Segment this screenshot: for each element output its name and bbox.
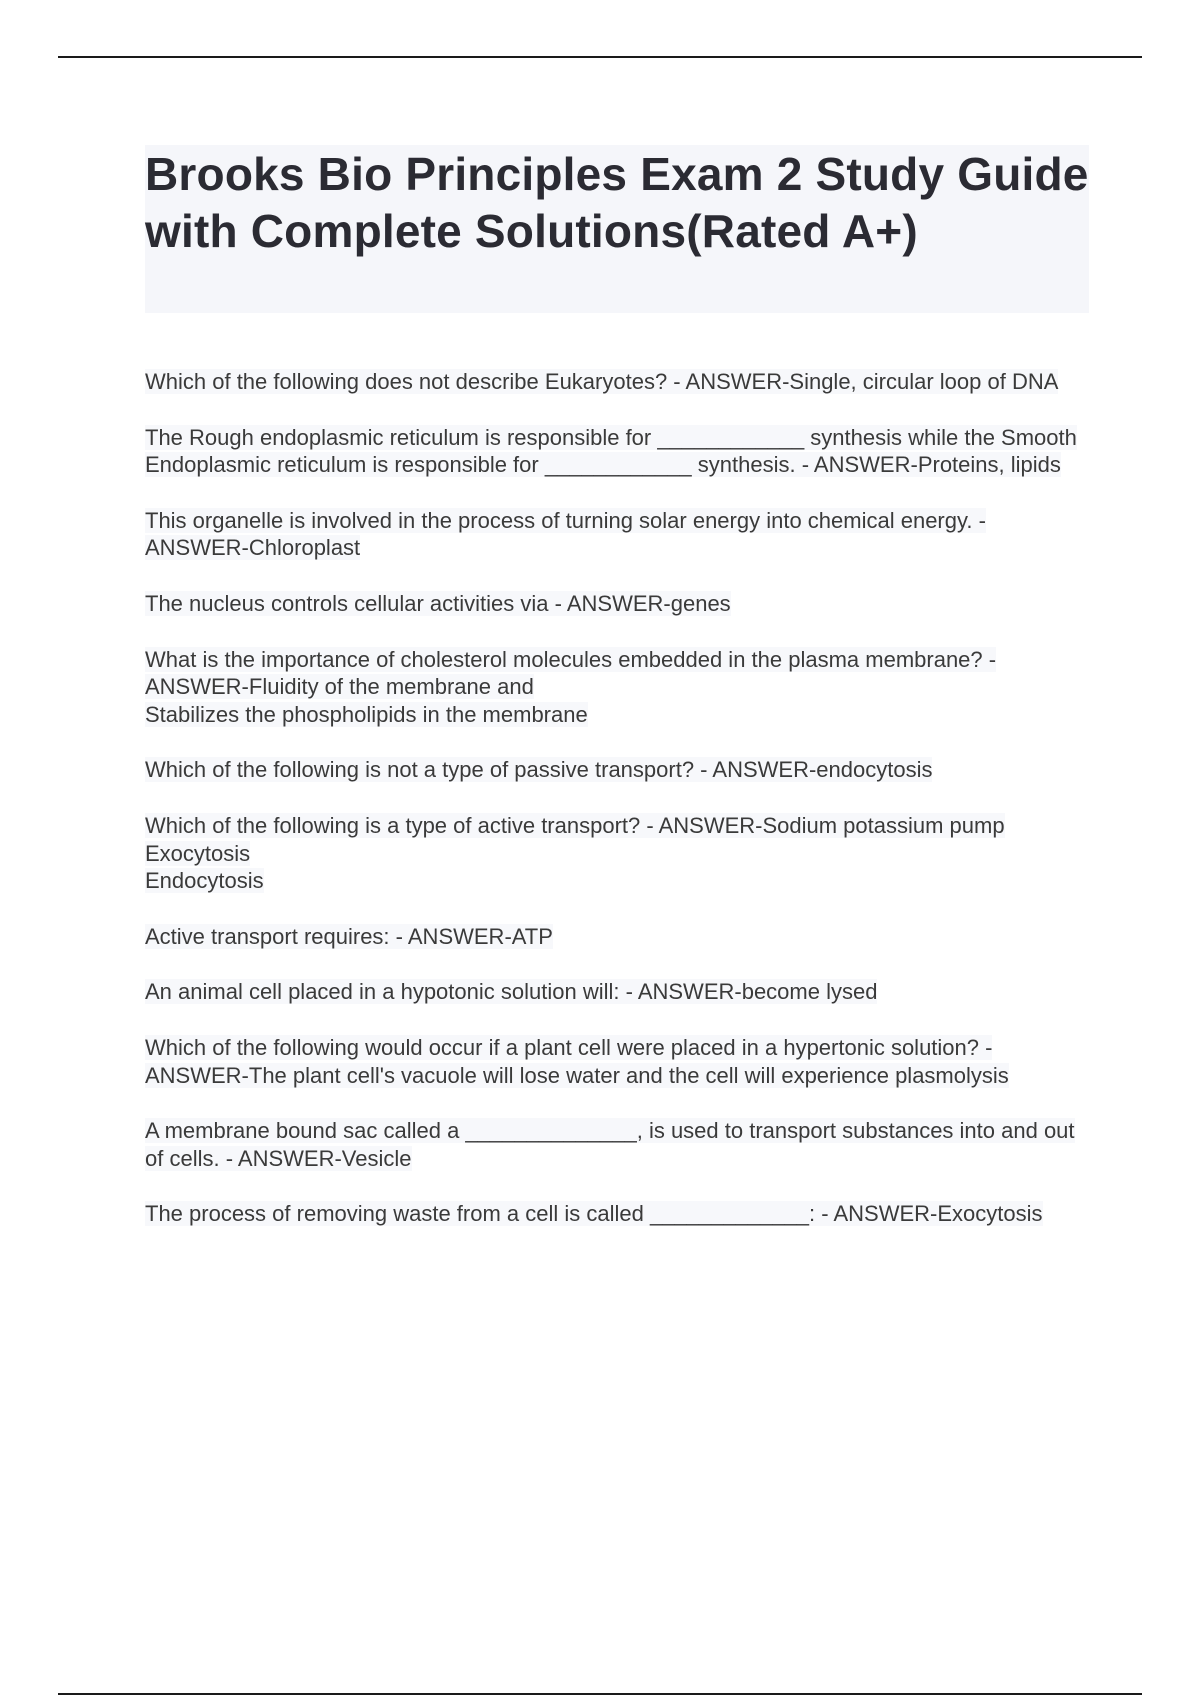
- qa-text: The Rough endoplasmic reticulum is responsible for ____________ synthesis while the Smooth Endoplasmic reticulum is responsible for ____________ synthesis. - ANSWER-Proteins, lipids: [145, 424, 1077, 478]
- qa-text: An animal cell placed in a hypotonic solution will: - ANSWER-become lysed: [145, 979, 878, 1005]
- bottom-rule: [58, 1693, 1142, 1695]
- qa-item: [145, 424, 1085, 479]
- qa-item: [145, 590, 1085, 618]
- qa-item: [145, 1117, 1085, 1172]
- top-rule: [58, 56, 1142, 58]
- qa-text: Which of the following is not a type of passive transport? - ANSWER-endocytosis: [145, 757, 933, 783]
- qa-text: What is the importance of cholesterol molecules embedded in the plasma membrane? - ANSWER-Fluidity of the membrane and Stabilizes the phospholipids in the membrane: [145, 646, 997, 727]
- qa-text: Which of the following is a type of active transport? - ANSWER-Sodium potassium pump Exocytosis Endocytosis: [145, 812, 1005, 894]
- qa-item: [145, 812, 1085, 895]
- qa-item: [145, 756, 1085, 784]
- document-title: Brooks Bio Principles Exam 2 Study Guide with Complete Solutions(Rated A+): [145, 148, 1089, 257]
- qa-text: Which of the following would occur if a plant cell were placed in a hypertonic solution? - ANSWER-The plant cell's vacuole will lose water and the cell will experience plasmolysis: [145, 1034, 1009, 1088]
- qa-item: [145, 368, 1085, 396]
- qa-text: Active transport requires: - ANSWER-ATP: [145, 923, 553, 949]
- qa-text: Which of the following does not describe Eukaryotes? - ANSWER-Single, circular loop of DNA: [145, 369, 1059, 394]
- qa-text: The nucleus controls cellular activities via - ANSWER-genes: [145, 590, 731, 616]
- qa-item: [145, 1034, 1085, 1089]
- qa-list: [145, 368, 1085, 1256]
- qa-text: This organelle is involved in the process of turning solar energy into chemical energy. - ANSWER-Chloroplast: [145, 507, 986, 561]
- qa-item: [145, 1200, 1085, 1228]
- qa-text: A membrane bound sac called a ______________, is used to transport substances into and out of cells. - ANSWER-Vesicle: [145, 1118, 1075, 1171]
- qa-item: [145, 978, 1085, 1006]
- qa-item: [145, 507, 1085, 562]
- qa-item: [145, 646, 1085, 729]
- qa-text: The process of removing waste from a cell is called _____________: - ANSWER-Exocytosis: [145, 1201, 1043, 1227]
- qa-item: [145, 923, 1085, 951]
